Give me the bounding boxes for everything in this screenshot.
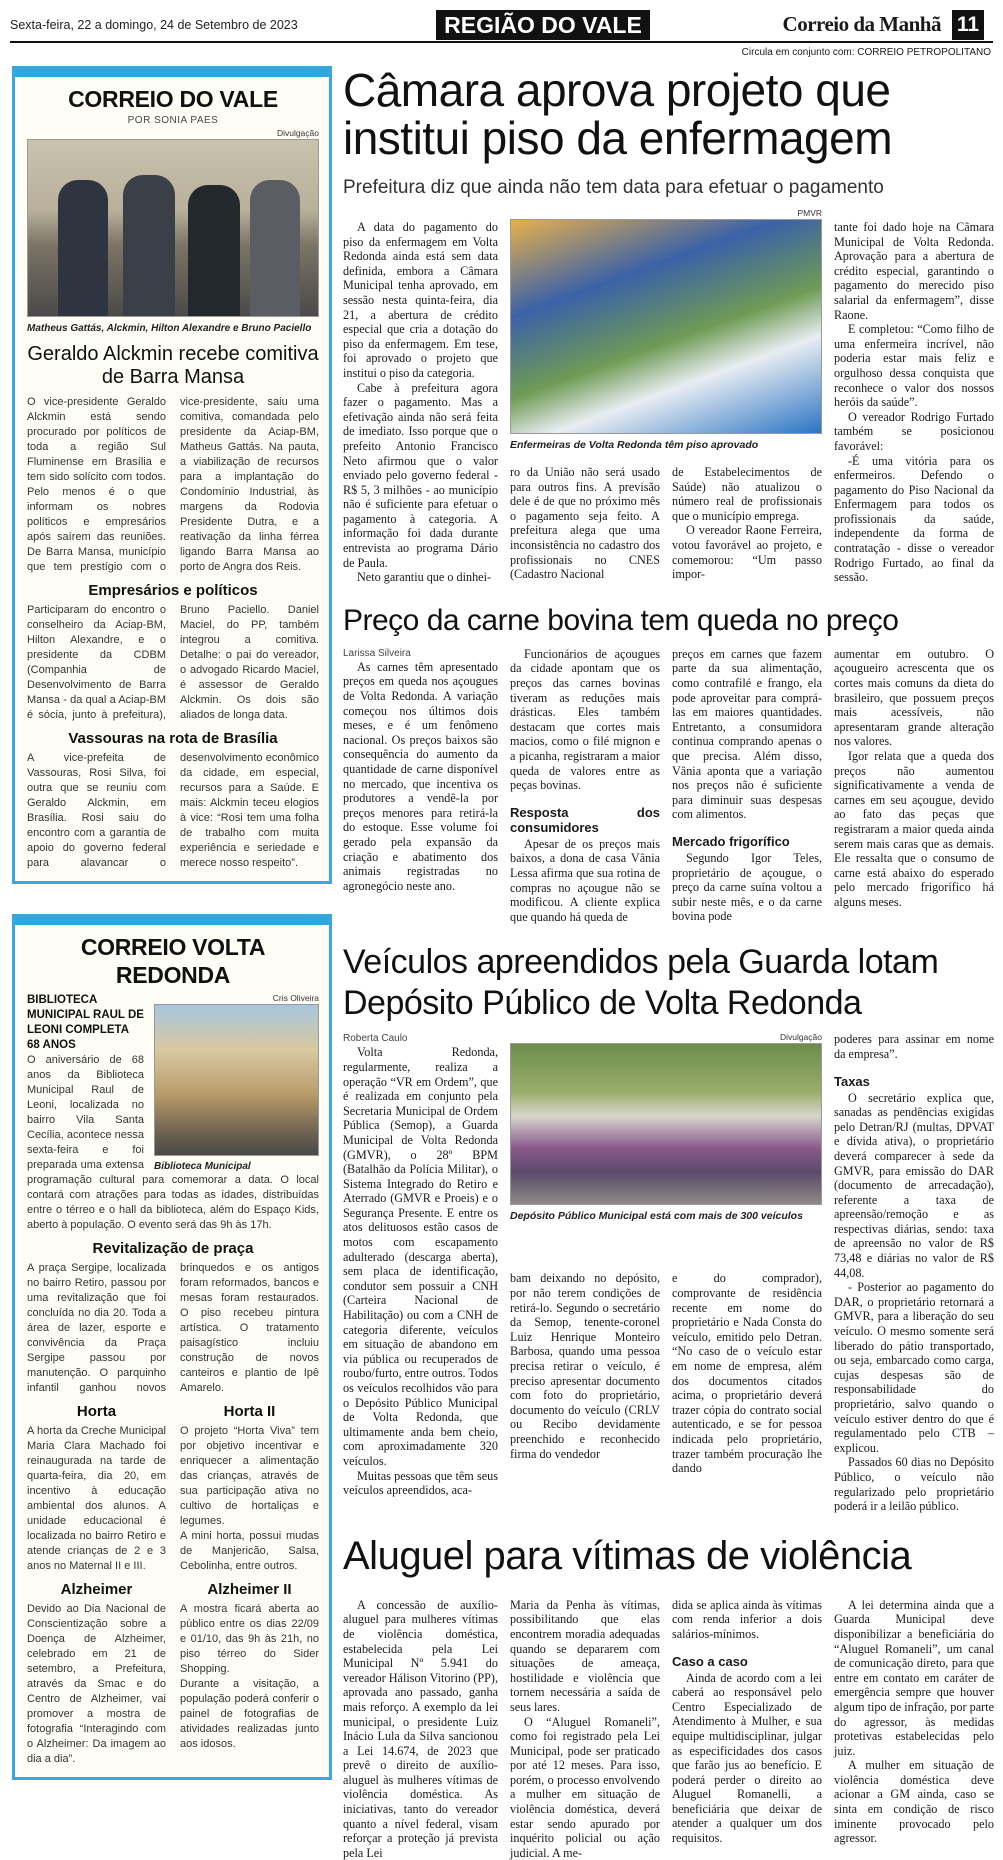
article-column [510, 465, 660, 582]
article-column [834, 1032, 994, 1513]
paragraph-continued: poderes para assinar em nome da empresa”. [834, 1032, 994, 1061]
paragraph: Funcionários de açougues da cidade apontam que os preços das carnes bovinas tiveram as reduções mais drásticas. Eles também destacam que cortes mais macios, como o filé mignon e a picanha, registraram a maior queda de valores entre as peças bovinas. [510, 647, 660, 793]
story-body [180, 1602, 319, 1752]
article-carne [343, 647, 995, 925]
article-column [672, 465, 822, 582]
photo-caption: Biblioteca Municipal [154, 1160, 319, 1173]
paragraph: A concessão de auxílio-aluguel para mulheres vítimas de violência doméstica, estabelecida pela Lei Municipal Nº 5.941 do vereador Hálison Vitorino (PP), aprovada ano passado, ganha mais reforço. A exemplo da lei municipal, o presidente Luiz Inácio Lula da Silva sancionou a Lei 14.674, de 2023 que prevê o direito de auxílio-aluguel às mulheres vítimas de violência doméstica. As iniciativas, tanto do vereador quanto a nível federal, visam reforçar a proteção já prevista pela Lei [343, 1598, 498, 1860]
story-body [27, 1602, 166, 1767]
paragraph: O secretário explica que, sanadas as pendências exigidas pelo Detran/RJ (multas, DPVAT e dívida ativa), o proprietário deverá comparecer à sede da GMVR, para emissão do DAR (documento de arrecadação), referente a taxa de apreensão/remoção e as respectivas diárias, sendo: taxa de apreensão no valor de R$ 73,48 e diárias no valor de R$ 44,08. [834, 1091, 994, 1281]
article-column [834, 1598, 994, 1846]
paragraph: Cabe à prefeitura agora fazer o pagamento. Mas a efetivação ainda não será feita de imediato. Isso porque que o prefeito Antonio Francisco Neto afirmou que o valor enviado pelo governo federal - R$ 5, 3 milhões - ao município não é suficiente para efetuar o pagamento à categoria. A informação foi dada durante entrevista ao programa Dário de Paula. [343, 381, 498, 571]
main-articles [343, 66, 995, 1860]
photo-caption: Depósito Público Municipal está com mais de 300 veículos [510, 1210, 822, 1223]
paragraph: Durante a visitação, a população poderá conferir o painel de fotografias de atividades realizadas junto aos idosos. [180, 1677, 319, 1752]
paragraph: O vereador Raone Ferreira, votou favorável ao projeto, e comemorou: “Um passo impor- [672, 523, 822, 581]
paragraph: Apesar de os preços mais baixos, a dona de casa Vânia Lessa afirma que sua rotina de compras no açougue não se modificou. A cliente explica que quando há queda de [510, 837, 660, 925]
paragraph: A praça Sergipe, localizada no bairro Retiro, passou por uma revitalização que foi concluída no dia 20. Toda a área de lazer, esporte e convivência da Praça Sergipe passou por manutenção. O parquinho infantil ganhou novos brinquedos e os antigos foram reformados, bancos e mesas foram restaurados. O piso recebeu pintura artística. O tratamento paisagístico incluiu construção de novos canteiros e plantio de Ipê Amarelo. [27, 1261, 319, 1396]
paragraph: Igor relata que a queda dos preços não aumentou significativamente a venda de carnes em seu açougue, devido ao fato das peças que registraram a maior queda ainda serem mais caras que as demais. Ele ressalta que o consumo de carne está abaixo do esperado pelo mercado frigorífico há alguns meses. [834, 749, 994, 910]
lead-text: O aniversário de 68 anos da Biblioteca Municipal Raul de Leoni, localizada no bairro Vila Santa Cecília, acontece nessa sexta-feira e foi preparada uma extensa programação cultural para comemorar a data. O local contará com atrações para todas as idades, distribuídas entre o térreo e o hall da biblioteca, além do Espaço Kids, aberto à população. O evento será das 9h às 17h. [27, 1053, 319, 1233]
article-column [343, 1598, 498, 1860]
story-headline: Geraldo Alckmin recebe comitiva de Barra Mansa [27, 343, 319, 389]
paragraph: Muitas pessoas que têm seus veículos apreendidos, aca- [343, 1469, 498, 1498]
subheading: Caso a caso [672, 1654, 822, 1669]
subheading: Empresários e políticos [27, 581, 319, 600]
subheading: Horta II [180, 1402, 319, 1421]
section-title: REGIÃO DO VALE [436, 10, 650, 40]
article-column [343, 1045, 498, 1497]
subheading: Vassouras na rota de Brasília [27, 729, 319, 748]
article-column [510, 1598, 660, 1860]
article-headline: Preço da carne bovina tem queda no preço [343, 603, 995, 639]
story-body [27, 751, 319, 871]
paragraph: - Posterior ao pagamento do DAR, o proprietário retornará a GMVR, para a liberação do seu veículo. O mesmo somente será liberado do pátio transportado, ou seja, embarcado como carga, cujas despesas são de responsabilidade do proprietário, salvo quando o veículo estiver dentro do que é regulamentado pelo CTB – explicou. [834, 1280, 994, 1455]
story-body [27, 1261, 319, 1396]
paragraph-continued: aumentar em outubro. O açougueiro acrescenta que os cortes mais comuns da dieta do brasileiro, que possuem preços mais acessíveis, não apresentaram grande alteração nos valores. [834, 647, 994, 749]
article-headline: Aluguel para vítimas de violência [343, 1532, 995, 1580]
byline: Roberta Caulo [343, 1032, 498, 1045]
article-subtitle: Prefeitura diz que ainda não tem data para efetuar o pagamento [343, 176, 995, 200]
vehicle-depot-photo [510, 1043, 822, 1205]
paragraph-continued: de Estabelecimentos de Saúde) não atualizou o número real de profissionais que o município emprega. [672, 465, 822, 523]
group-photo [27, 139, 319, 317]
article-column [672, 1598, 822, 1846]
article-column [672, 1271, 822, 1475]
paragraph: O “Aluguel Romaneli”, como foi registrado pela Lei Municipal, pode ser praticado por até 12 meses. Para isso, porém, o processo envolvendo a mulher em situação de violência doméstica, deverá estar sendo apurado por inquérito policial ou ação judicial. A me- [510, 1715, 660, 1860]
article-aluguel [343, 1598, 995, 1860]
paragraph: A mostra ficará aberta ao público entre os dias 22/09 e 01/10, das 9h às 21h, no piso térreo do Sider Shopping. [180, 1602, 319, 1677]
paragraph: O vereador Rodrigo Furtado também se posicionou favorável: [834, 410, 994, 454]
paragraph-continued: e do comprador), comprovante de residência recente em nome do proprietário e Nada Consta do veículo, emitido pelo Detran. “No caso de o veículo estar em nome de empresa, além dos documentos citados acima, o proprietário deverá trazer cópia do contrato social autenticado, e se for pessoa indicada pelo proprietário, trazer também procuração lhe dando [672, 1271, 822, 1475]
column-title: CORREIO DO VALE [27, 85, 319, 113]
paragraph-continued: Maria da Penha às vítimas, possibilitando que elas encontrem moradia adequadas quando se depararem com situações de ameaça, hostilidade e violência que tornem necessária a saída de seus lares. [510, 1598, 660, 1715]
paragraph: -É uma vitória para os enfermeiros. Defendo o pagamento do Piso Nacional da Enfermagem para todos os profissionais da saúde, independente da forma de contratação - disse o vereador Rodrigo Furtado, ao final da sessão. [834, 454, 994, 585]
circulation-note: Circula em conjunto com: CORREIO PETROPOLITANO [742, 47, 991, 58]
paragraph: Ainda de acordo com a lei caberá ao responsável pelo Centro Especializado de Atendimento à Mulher, e sua equipe multidisciplinar, julgar as especificidades dos casos que farão jus ao benefício. E poderá perder o direito ao Aluguel Romanelli, a beneficiária que deixar de atender a qualquer um dos requisitos. [672, 1671, 822, 1846]
article-column [834, 647, 994, 910]
paragraph: E completou: “Como filho de uma enfermeira incrível, não poderia estar mais feliz e orgulhoso dessa conquista que reconhece o valor dos nossos heróis da saúde”. [834, 322, 994, 410]
paragraph: Volta Redonda, regularmente, realiza a operação “VR em Ordem”, que é realizada em conjunto pela Secretaria Municipal de Ordem Pública (Semop), a Guarda Municipal de Volta Redonda (GMVR), o 28º BPM (Batalhão da Polícia Militar), o Sistema Integrado do Retiro e Aterrado (GMVR e Proeis) e o Segurança Presente. E entre os atos delituosos estão casos de motos com escapamento adulterado (descarga aberta), sem placa de identificação, condutor sem possuir a CNH (Carteira Nacional de Habilitação) ou com a CNH de categoria diferente, veículos em situação de abandono em via pública ou recuperados de roubo/furto, entre outros. Todos os veículos recolhidos vão para o Depósito Público Municipal de Volta Redonda, que ultimamente anda bem cheio, com aproximadamente 320 veículos. [343, 1045, 498, 1468]
paragraph-continued: dida se aplica ainda às vítimas com renda inferior a dois salários-mínimos. [672, 1598, 822, 1642]
subheading: Taxas [834, 1074, 994, 1089]
subheading: Resposta dos consumidores [510, 805, 660, 835]
story-body [180, 1424, 319, 1574]
photo-block [510, 1032, 822, 1223]
paragraph: Segundo Igor Teles, proprietário de açougue, o preço da carne suína voltou a subir neste mês, e o da carne bovina pode [672, 851, 822, 924]
article-veiculos [343, 1032, 995, 1513]
paragraph: O projeto “Horta Viva” tem por objetivo incentivar e enriquecer a alimentação das crianças, através de sua participação ativa no cultivo de hortaliças e legumes. [180, 1424, 319, 1529]
header-rule [10, 41, 993, 43]
paragraph: A horta da Creche Municipal Maria Clara Machado foi reinaugurada na tarde de quarta-feira, dia 20, em incentivo à educação ambiental dos alunos. A unidade educacional é localizada no bairro Retiro e atende crianças de 2 e 3 anos no Maternal II e III. [27, 1424, 166, 1574]
article-headline: Veículos apreendidos pela Guarda lotam Depósito Público de Volta Redonda [343, 942, 995, 1024]
lead-heading: BIBLIOTECA MUNICIPAL RAUL DE LEONI COMPLETA 68 ANOS [27, 993, 319, 1053]
photo-block [510, 208, 822, 452]
article-column [343, 220, 498, 585]
story-body [27, 603, 319, 723]
article-column [510, 647, 660, 925]
photo-caption: Enfermeiras de Volta Redonda têm piso aprovado [510, 439, 822, 452]
accent-bar [15, 69, 329, 77]
subheading: Alzheimer II [180, 1580, 319, 1599]
paragraph: Neto garantiu que o dinhei- [343, 570, 498, 585]
paragraph-continued: preços em carnes que fazem parte da sua alimentação, como contrafilé e frango, ela pode aproveitar para comprá-las em maiores quantidades. Entretanto, a consumidora continua comprando apenas o que precisa. Além disso, Vânia aponta que a variação nos preços não é suficiente para diminuir suas despesas com alimentos. [672, 647, 822, 822]
paragraph: O vice-presidente Geraldo Alckmin está sendo procurado por políticos de toda a região Sul Fluminense em Brasília e tem sido solícito com todos. Pelo menos é o que informam os nobres políticos e empresários após saírem das reuniões. De Barra Mansa, município que tem prestígio com o vice-presidente, saiu uma comitiva, comandada pelo presidente da Aciap-BM, Matheus Gattás. Na pauta, a viabilização de recursos para a implantação do Condomínio Industrial, às margens da Rodovia Presidente Dutra, e a reativação da linha férrea ligando Barra Mansa ao porto de Angra dos Reis. [27, 395, 319, 575]
column-byline: POR SONIA PAES [27, 113, 319, 128]
column-title: CORREIO VOLTA REDONDA [27, 933, 319, 989]
paragraph-continued: ro da União não será usado para outros fins. A previsão dele é de que no próximo mês o pagamento seja feito. A prefeitura alega que uma inconsistência no cadastro dos profissionais no CNES (Cadastro Nacional [510, 465, 660, 582]
article-column [510, 1271, 660, 1461]
paragraph: A mini horta, possui mudas de Manjericão, Salsa, Cebolinha, entre outros. [180, 1529, 319, 1574]
paragraph: As carnes têm apresentado preços em queda nos açougues de Volta Redonda. A variação começou nos últimos dois meses, e é um fenômeno nacional. Os preços baixos são consequência do aumento da quantidade de carne disponível no mercado, que incentiva os produtores a vendê-la por preços menores para retirá-la do estoque. Esse volume foi gerado pela expansão da criação e abatimento dos animais registradas no agronegócio neste ano. [343, 660, 498, 894]
paragraph: A data do pagamento do piso da enfermagem em Volta Redonda ainda está sem data definida, embora a Câmara Municipal tenha aprovado, em sessão nesta quinta-feira, dia 21, a abertura de crédito especial que cria a dotação do piso da enfermagem. Em tese, foi aprovado o projeto que institui o piso da categoria. [343, 220, 498, 381]
library-photo [154, 1004, 319, 1156]
page-number: 11 [952, 10, 984, 40]
article-column [343, 660, 498, 894]
paragraph-continued: bam deixando no depósito, por não terem condições de retirá-lo. Segundo o secretário da Semop, tenente-coronel Luiz Henrique Monteiro Barbosa, quando uma pessoa precisa retirar o veículo, é preciso apresentar documento com foto do proprietário, documento do veículo (CRLV ou Recibo devidamente preenchido e reconhecido firma do vendedor [510, 1271, 660, 1461]
subheading: Alzheimer [27, 1580, 166, 1599]
photo-credit: PMVR [510, 208, 822, 219]
photo-credit: Divulgação [510, 1032, 822, 1043]
article-column [672, 647, 822, 924]
edition-date: Sexta-feira, 22 a domingo, 24 de Setembro de 2023 [10, 18, 298, 32]
paragraph: A lei determina ainda que a Guarda Municipal deve disponibilizar a beneficiária do “Aluguel Romaneli”, um canal de comunicação direto, para que entre em contato em caráter de emergência sempre que houver algum tipo de infração, por parte do agressor, às medidas protetivas estabelecidas pelo juiz. [834, 1598, 994, 1759]
left-sidebar [12, 66, 332, 1780]
newspaper-logo: Correio da Manhã [783, 12, 941, 37]
article-camara [343, 208, 995, 585]
paragraph-continued: tante foi dado hoje na Câmara Municipal de Volta Redonda. Aprovação para a abertura de crédito especial, garantindo o pagamento do merecido piso salarial da enfermagem”, disse Raone. [834, 220, 994, 322]
story-body [27, 395, 319, 575]
accent-bar [15, 917, 329, 925]
article-headline: Câmara aprova projeto que institui piso da enfermagem [343, 66, 995, 162]
hospital-photo [510, 219, 822, 434]
article-column [834, 220, 994, 585]
paragraph: Devido ao Dia Nacional de Conscientização sobre a Doença de Alzheimer, celebrado em 21 de setembro, a Prefeitura, através da Smac e do Centro de Alzheimer, vai promover a mostra de fotografia “Interagindo com o Alzheimer: Da imagem ao dia a dia”. [27, 1602, 166, 1767]
paragraph: Participaram do encontro o conselheiro da Aciap-BM, Hilton Alexandre, e o presidente da CDBM (Companhia de Desenvolvimento de Barra Mansa - da qual a Aciap-BM é sócia, junto à prefeitura), Bruno Paciello. Daniel Maciel, do PP, também integrou a comitiva. Detalhe: o pai do vereador, o advogado Ricardo Maciel, é assessor de Geraldo Alckmin. Os dois são aliados de longa data. [27, 603, 319, 723]
subheading: Horta [27, 1402, 166, 1421]
correio-do-vale-column [12, 66, 332, 884]
photo-credit: Divulgação [27, 128, 319, 139]
story-body [27, 1424, 166, 1574]
correio-volta-redonda-column [12, 914, 332, 1780]
photo-caption: Matheus Gattás, Alckmin, Hilton Alexandre e Bruno Paciello [27, 322, 319, 335]
byline: Larissa Silveira [343, 647, 498, 660]
subheading: Mercado frigorífico [672, 834, 822, 849]
paragraph: Passados 60 dias no Depósito Público, o veículo não regularizado pelo proprietário poderá ir a leilão público. [834, 1455, 994, 1513]
paragraph: A mulher em situação de violência doméstica deve acionar a GM ainda, caso se sinta em condição de risco iminente provocado pelo agressor. [834, 1758, 994, 1846]
subheading: Revitalização de praça [27, 1239, 319, 1258]
paragraph: A vice-prefeita de Vassouras, Rosi Silva, foi outra que se reuniu com Geraldo Alckmin, em Brasília. Rosi saiu do encontro com a garantia de apoio do governo federal para alavancar o desenvolvimento econômico da cidade, em especial, recursos para a Saúde. E mais: Alckmin teceu elogios à vice: “Rosi tem uma folha de trabalho com muita experiência e seriedade e merece nosso respeito”. [27, 751, 319, 871]
photo-credit: Cris Oliveira [154, 993, 319, 1004]
